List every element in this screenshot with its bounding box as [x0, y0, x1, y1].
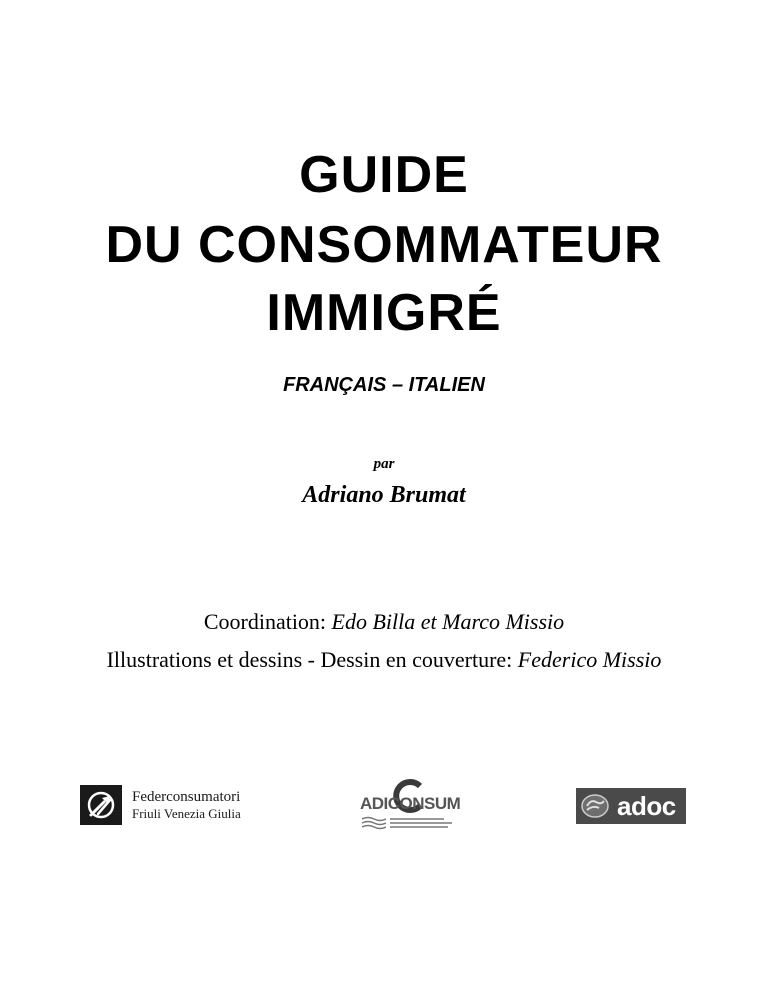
adoc-wordmark: adoc — [617, 791, 676, 821]
coordination-names: Edo Billa et Marco Missio — [331, 609, 565, 634]
illustrations-label: Illustrations et dessins - Dessin en couverture: — [106, 647, 513, 672]
adoc-logo — [576, 788, 686, 824]
illustrations-credit — [0, 646, 768, 674]
by-label: par — [373, 456, 395, 472]
title-line-2: DU CONSOMMATEUR — [105, 216, 663, 274]
title-line-1: GUIDE — [299, 146, 469, 204]
wave-icon — [362, 816, 386, 830]
federconsumatori-logo — [80, 784, 241, 826]
coordination-credit — [0, 608, 768, 636]
adiconsum-wordmark: ADICONSUM — [360, 794, 461, 813]
adoc-logo-icon — [579, 790, 611, 822]
adiconsum-logo — [356, 776, 460, 832]
coordination-label: Coordination: — [203, 609, 327, 634]
federconsumatori-name: Federconsumatori — [132, 789, 241, 805]
language-subtitle: FRANÇAIS – ITALIEN — [283, 374, 485, 396]
title-line-3: IMMIGRÉ — [266, 284, 502, 342]
illustrations-name: Federico Missio — [517, 647, 662, 672]
federconsumatori-region: Friuli Venezia Giulia — [132, 806, 241, 821]
federconsumatori-emblem-icon — [80, 785, 122, 825]
adiconsum-tagline-graphic — [388, 816, 458, 830]
author-name: Adriano Brumat — [302, 482, 466, 508]
